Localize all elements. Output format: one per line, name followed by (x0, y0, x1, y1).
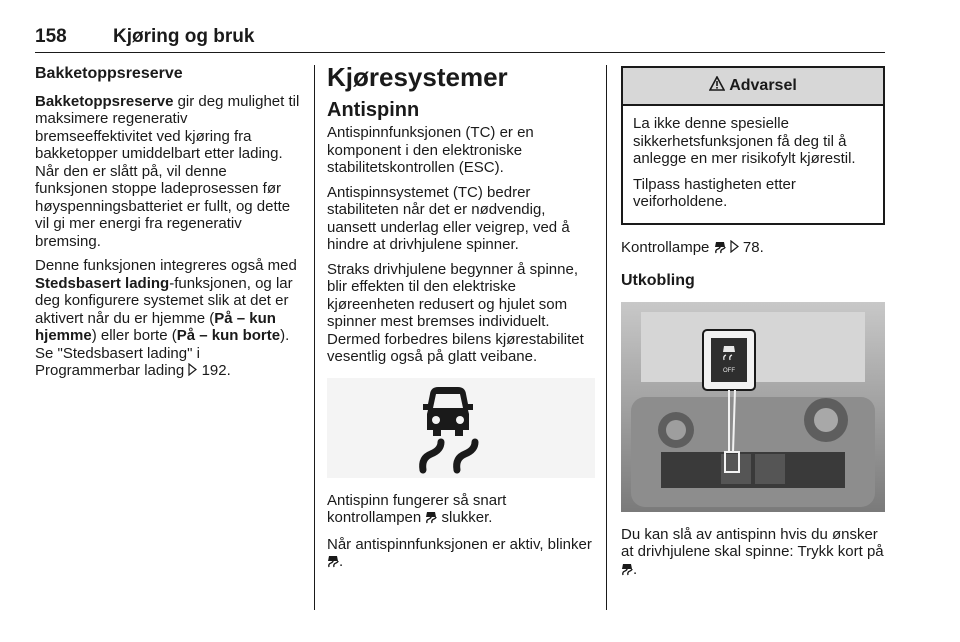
column-divider-right (606, 65, 607, 610)
page-ref-arrow-icon (188, 363, 197, 381)
traction-control-indicator-icon (714, 240, 726, 259)
traction-control-symbol-figure (327, 378, 595, 478)
column-right (621, 66, 885, 587)
paragraph-text: gir deg mulighet til maksimere regenerativ bremseeffektivitet ved kjøring fra bakketopper umiddelbart etter lading. Når den er slått på, vil denne funksjonen stoppe ladeprosessen før høyspenningsbatteriet er fullt, og dette vil gi mer energi fra regenerativ bremsing. (35, 92, 300, 250)
warning-text: La ikke denne spesielle sikkerhetsfunksjonen få deg til å anlegge en mer risikofylt kjørestil. (633, 115, 856, 167)
warning-triangle-icon (709, 76, 725, 96)
paragraph (621, 526, 885, 581)
traction-control-indicator-icon (425, 510, 437, 529)
paragraph-text: ). Se "Stedsbasert lading" i Programmerbar lading (35, 327, 290, 379)
paragraph (327, 536, 595, 573)
bold-term: På – kun hjemme (35, 309, 276, 344)
paragraph (621, 239, 885, 259)
traction-control-car-icon (327, 378, 595, 478)
paragraph (35, 257, 301, 381)
page-ref-arrow-icon (730, 240, 739, 258)
paragraph-text: ) eller borte ( (91, 327, 177, 344)
header-rule (35, 52, 885, 53)
column-left (35, 65, 301, 388)
warning-header (623, 68, 883, 106)
column-divider-left (314, 65, 315, 610)
bold-term: Stedsbasert lading (35, 274, 170, 292)
console-button-illustration (621, 302, 885, 512)
traction-control-indicator-icon (327, 554, 339, 573)
subsection-heading-utkobling: Utkobling (621, 272, 695, 289)
paragraph-text: . (339, 553, 344, 570)
paragraph: Antispinnsystemet (TC) bedrer stabiliteten når det er nødvendig, uansett underlag eller veigrep, ved å hindre at drivhjulene spinner. (327, 183, 570, 253)
paragraph (35, 93, 301, 251)
section-heading-bakketoppsreserve: Bakketoppsreserve (35, 65, 183, 82)
warning-box (621, 66, 885, 225)
page-header (35, 26, 885, 52)
warning-text: Tilpass hastigheten etter veiforholdene. (633, 175, 796, 210)
paragraph-text: Du kan slå av antispinn hvis du ønsker at drivhjulene skal spinne: Trykk kort på (621, 525, 884, 560)
paragraph-text: . (633, 560, 638, 578)
paragraph-text: Antispinn fungerer så snart kontrollampen (327, 491, 507, 526)
paragraph: Antispinnfunksjonen (TC) er en komponent i den elektroniske stabilitetskontrollen (ESC). (327, 124, 534, 176)
paragraph (327, 492, 595, 529)
page-ref-link[interactable]: 192. (201, 362, 231, 379)
warning-body (623, 106, 883, 223)
paragraph-text: slukker. (437, 509, 493, 526)
paragraph-text: Kontrollampe (621, 238, 714, 256)
paragraph-text: -funksjonen, og lar deg konfigurere systemet slik at det er aktivert når du er hjemme ( (35, 274, 293, 327)
paragraph: Straks drivhjulene begynner å spinne, blir effekten til den elektriske kjøreenheten redusert og hjulet som spinner mest bremses individuelt. Dermed forbedres bilens kjørestabilitet vesentlig også på glatt veibane. (327, 260, 584, 365)
chapter-title: Kjøring og bruk (113, 26, 255, 47)
photo-off-label: OFF (723, 367, 735, 374)
column-middle (327, 62, 595, 580)
subsection-title-antispinn: Antispinn (327, 99, 420, 121)
paragraph-text: Denne funksjonen integreres også med (35, 257, 297, 274)
section-title-kjoresystemer: Kjøresystemer (327, 62, 508, 92)
bold-term: På – kun borte (176, 327, 281, 344)
warning-title: Advarsel (729, 77, 797, 95)
traction-control-off-button-icon (621, 562, 633, 581)
page-number: 158 (35, 26, 67, 47)
page-ref-link[interactable]: 78. (742, 238, 764, 256)
paragraph-text: Når antispinnfunksjonen er aktiv, blinker (327, 535, 592, 553)
bold-term: Bakketoppsreserve (35, 92, 174, 110)
dashboard-photo (621, 302, 885, 512)
